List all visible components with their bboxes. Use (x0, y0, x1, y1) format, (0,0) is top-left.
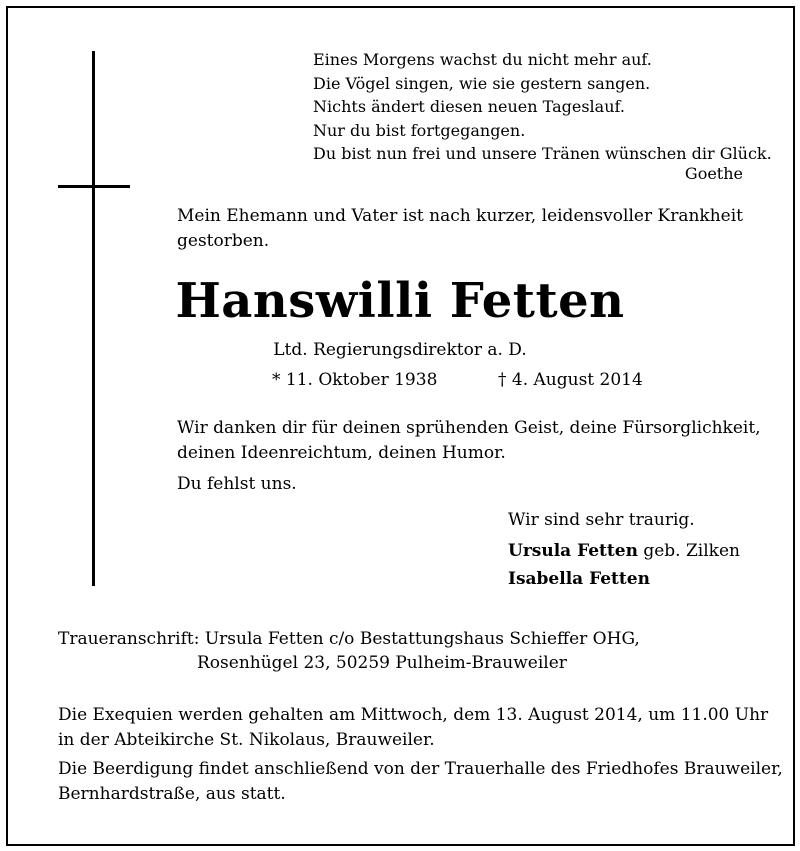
death-date: † 4. August 2014 (498, 370, 643, 390)
burial-info (58, 757, 783, 807)
mourner-maiden-name: geb. Zilken (637, 541, 740, 561)
service-info (58, 703, 769, 753)
cross-icon-horizontal (58, 185, 130, 188)
deceased-name: Hanswilli Fetten (175, 273, 625, 329)
mourner-ursula (508, 541, 740, 561)
intro-text: Mein Ehemann und Vater ist nach kurzer, leidensvoller Krankheit gestorben. (177, 206, 743, 251)
poem-author: Goethe (684, 164, 743, 183)
mourners-intro: Wir sind sehr traurig. (508, 510, 695, 530)
mourning-address-line2: Rosenhügel 23, 50259 Pulheim-Brauweiler (197, 653, 567, 673)
birth-date: * 11. Oktober 1938 (272, 370, 438, 390)
service-line: Die Exequien werden gehalten am Mittwoch, dem 13. August 2014, um 11.00 Uhr (58, 705, 769, 725)
thanks-line: deinen Ideenreichtum, deinen Humor. (177, 443, 506, 463)
mourner-isabella: Isabella Fetten (508, 569, 650, 589)
poem-line: Nichts ändert diesen neuen Tageslauf. (313, 97, 625, 116)
poem-line: Eines Morgens wachst du nicht mehr auf. (313, 50, 652, 69)
thanks-line: Wir danken dir für deinen sprühenden Geist, deine Fürsorglichkeit, (177, 418, 761, 438)
poem-line: Nur du bist fortgegangen. (313, 120, 526, 140)
poem-line: Die Vögel singen, wie sie gestern sangen. (313, 73, 651, 93)
mourner-name: Ursula Fetten (508, 541, 638, 561)
poem-line: Du bist nun frei und unsere Tränen wünschen dir Glück. (313, 144, 772, 163)
mourning-address-line1: Traueranschrift: Ursula Fetten c/o Bestattungshaus Schieffer OHG, (58, 629, 640, 649)
poem (313, 48, 772, 166)
deceased-title: Ltd. Regierungsdirektor a. D. (273, 340, 527, 360)
burial-line: Die Beerdigung findet anschließend von der Trauerhalle des Friedhofes Brauweiler, (58, 759, 783, 779)
burial-line: Bernhardstraße, aus statt. (58, 784, 286, 804)
service-line: in der Abteikirche St. Nikolaus, Brauweiler. (58, 730, 435, 750)
thanks-text (177, 416, 761, 466)
miss-text: Du fehlst uns. (177, 474, 297, 494)
